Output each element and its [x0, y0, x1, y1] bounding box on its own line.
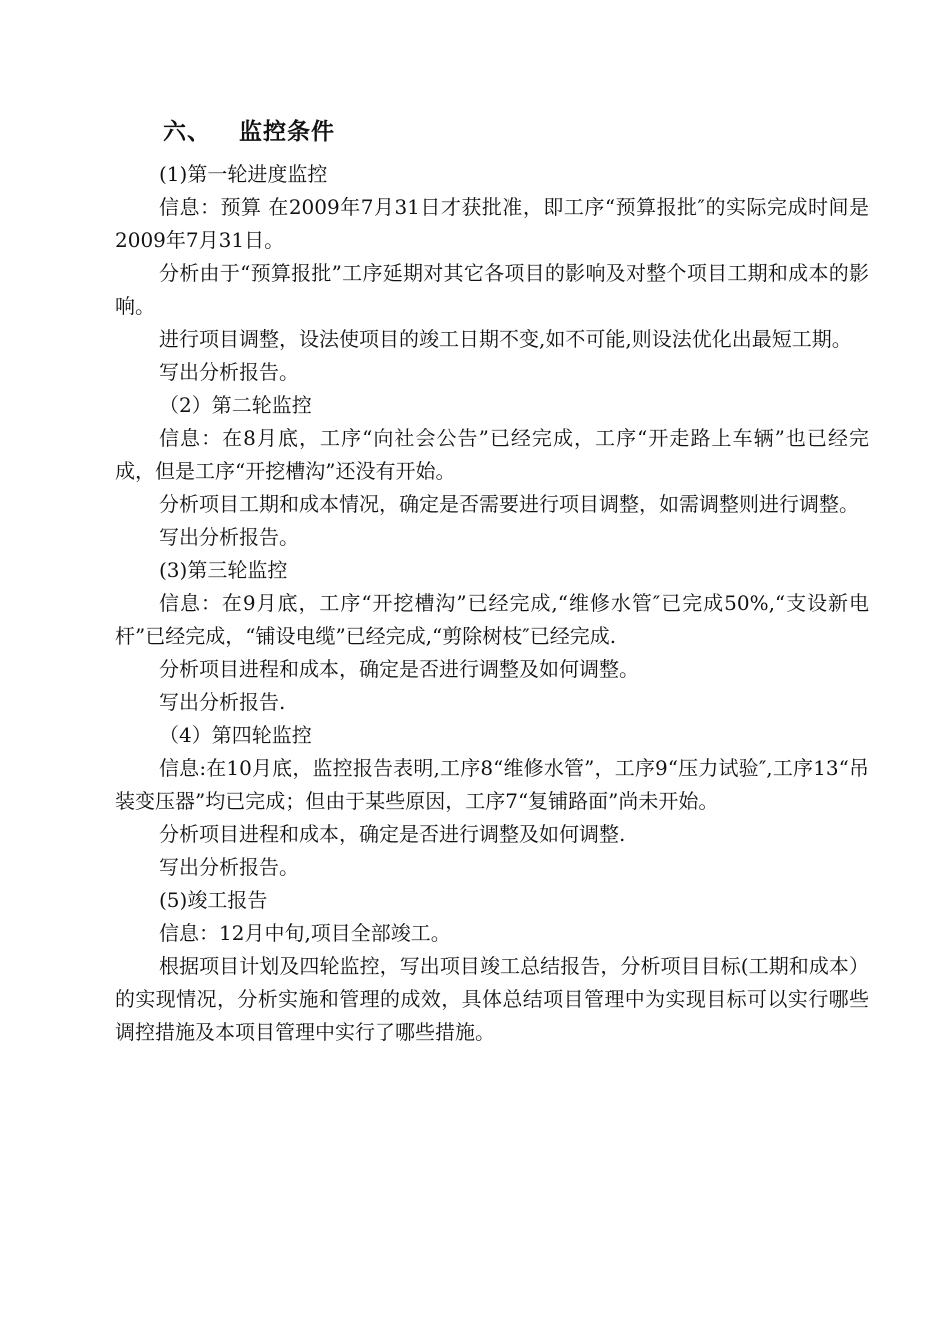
- paragraph: 信息：在8月底，工序“向社会公告”已经完成，工序“开走路上车辆”也已经完成，但是工序“开挖槽沟”还没有开始。: [115, 426, 869, 483]
- paragraph: 分析由于“预算报批”工序延期对其它各项目的影响及对整个项目工期和成本的影响。: [115, 261, 869, 318]
- subsection-heading: (5)竣工报告: [159, 888, 268, 912]
- paragraph: 信息:在10月底，监控报告表明,工序8“维修水管”，工序9“压力试验″,工序13“吊装变压器”均已完成；但由于某些原因，工序7“复铺路面”尚未开始。: [115, 756, 869, 813]
- paragraph: 分析项目工期和成本情况，确定是否需要进行项目调整，如需调整则进行调整。: [159, 492, 859, 516]
- subsection-heading: （4）第四轮监控: [159, 723, 312, 747]
- paragraph: 分析项目进程和成本，确定是否进行调整及如何调整.: [159, 822, 626, 846]
- document-page: [115, 112, 869, 1049]
- section-heading: [115, 112, 869, 152]
- subsection-heading: (1)第一轮进度监控: [159, 162, 328, 186]
- paragraph: 分析项目进程和成本，确定是否进行调整及如何调整。: [159, 657, 639, 681]
- paragraph: 根据项目计划及四轮监控，写出项目竣工总结报告，分析项目目标(工期和成本）的实现情况，分析实施和管理的成效，具体总结项目管理中为实现目标可以实行哪些调控措施及本项目管理中实行了哪些措施。: [115, 954, 869, 1044]
- paragraph: 写出分析报告。: [159, 360, 299, 384]
- subsection-heading: （2）第二轮监控: [159, 393, 312, 417]
- paragraph: 写出分析报告.: [159, 690, 286, 714]
- subsection-heading: (3)第三轮监控: [159, 558, 288, 582]
- paragraph: 写出分析报告。: [159, 525, 299, 549]
- section-title: 监控条件: [239, 119, 335, 145]
- section-number: 六、: [163, 119, 211, 145]
- paragraph: 信息：预算 在2009年7月31日才获批准，即工序“预算报批″的实际完成时间是2009年7月31日。: [115, 195, 869, 252]
- paragraph: 信息：12月中旬,项目全部竣工。: [159, 921, 451, 945]
- paragraph: 信息：在9月底，工序“开挖槽沟”已经完成,“维修水管″已完成50%,“支设新电杆”已经完成，“铺设电缆”已经完成,“剪除树枝″已经完成.: [115, 591, 869, 648]
- paragraph: 进行项目调整，设法使项目的竣工日期不变,如不可能,则设法优化出最短工期。: [159, 327, 852, 351]
- paragraph: 写出分析报告。: [159, 855, 299, 879]
- body-text: [115, 158, 869, 1049]
